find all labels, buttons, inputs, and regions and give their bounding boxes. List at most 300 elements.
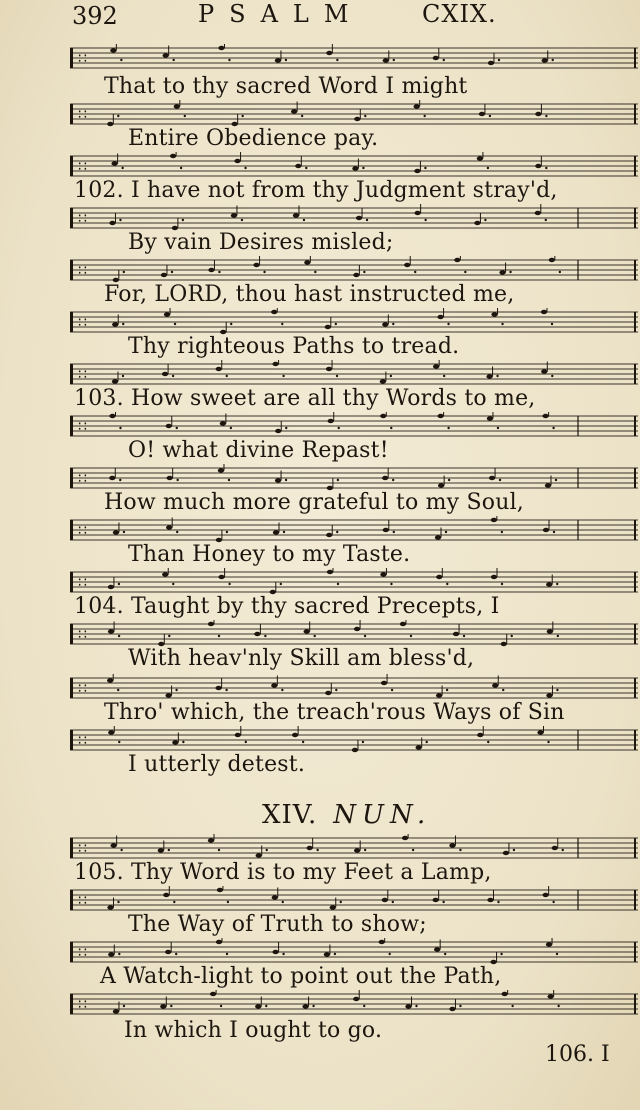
- lyric-line: With heav'nly Skill am bless'd,: [128, 646, 475, 671]
- note-dot: [553, 531, 555, 533]
- note-dot: [122, 323, 124, 325]
- note-head: [414, 169, 420, 173]
- note-dot: [551, 375, 553, 377]
- clef-icon: ∷: [78, 523, 87, 539]
- note-dot: [117, 689, 119, 691]
- barline: [70, 624, 73, 644]
- note-head: [380, 414, 386, 418]
- barline: [70, 48, 73, 68]
- note-head: [486, 374, 492, 378]
- note-head: [218, 575, 224, 579]
- note-dot: [340, 901, 342, 903]
- clef-icon: ∷: [78, 471, 87, 487]
- note-dot: [513, 849, 515, 851]
- note-head: [491, 575, 497, 579]
- note-head: [275, 429, 281, 433]
- note-head: [491, 518, 497, 522]
- note-head: [537, 730, 543, 734]
- note-dot: [555, 479, 557, 481]
- note-dot: [499, 479, 501, 481]
- note-head: [328, 419, 334, 423]
- note-head: [291, 109, 297, 113]
- note-head: [273, 530, 279, 534]
- clef-icon: ∷: [78, 841, 87, 857]
- barline: [634, 260, 636, 280]
- note-head: [302, 1004, 308, 1008]
- note-dot: [412, 849, 414, 851]
- note-head: [501, 992, 507, 996]
- note-dot: [282, 901, 284, 903]
- note-dot: [496, 375, 498, 377]
- note-head: [353, 273, 359, 277]
- barline: [70, 416, 73, 436]
- note-dot: [117, 115, 119, 117]
- note-head: [489, 476, 495, 480]
- lyric-line: Entire Obedience pay.: [128, 126, 379, 151]
- note-head: [208, 622, 214, 626]
- note-head: [380, 572, 386, 576]
- note-dot: [497, 427, 499, 429]
- note-head: [433, 56, 439, 60]
- note-head: [436, 575, 442, 579]
- clef-icon: ∷: [78, 733, 87, 749]
- note-dot: [218, 271, 220, 273]
- note-head: [161, 273, 167, 277]
- clef-icon: ∷: [78, 997, 87, 1013]
- note-head: [543, 528, 549, 532]
- note-head: [234, 159, 240, 163]
- note-dot: [314, 271, 316, 273]
- clef-icon: ∷: [78, 315, 87, 331]
- note-dot: [362, 741, 364, 743]
- note-dot: [118, 741, 120, 743]
- note-dot: [556, 583, 558, 585]
- barline: [70, 942, 73, 962]
- section-roman-numeral: XIV.: [262, 800, 318, 830]
- note-head: [487, 416, 493, 420]
- note-dot: [230, 427, 232, 429]
- note-dot: [337, 583, 339, 585]
- note-head: [436, 693, 442, 697]
- note-head: [235, 733, 241, 737]
- note-dot: [552, 59, 554, 61]
- barline: [634, 156, 636, 176]
- note-dot: [123, 531, 125, 533]
- note-dot: [170, 1005, 172, 1007]
- barline: [634, 312, 636, 332]
- note-dot: [226, 375, 228, 377]
- note-head: [108, 629, 114, 633]
- note-head: [541, 310, 547, 314]
- note-dot: [180, 167, 182, 169]
- note-dot: [448, 479, 450, 481]
- note-head: [474, 221, 480, 225]
- note-dot: [545, 219, 547, 221]
- note-dot: [282, 953, 284, 955]
- note-dot: [335, 689, 337, 691]
- note-head: [437, 315, 443, 319]
- barline: [634, 208, 636, 228]
- note-head: [382, 476, 388, 480]
- note-head: [542, 58, 548, 62]
- note-dot: [119, 427, 121, 429]
- note-head: [254, 632, 260, 636]
- note-dot: [282, 375, 284, 377]
- note-head: [416, 745, 422, 749]
- staff-notation: [70, 990, 638, 1020]
- note-head: [454, 258, 460, 262]
- note-dot: [391, 689, 393, 691]
- note-dot: [172, 59, 174, 61]
- note-dot: [552, 427, 554, 429]
- note-head: [217, 888, 223, 892]
- note-head: [354, 627, 360, 631]
- note-dot: [118, 953, 120, 955]
- barline: [70, 156, 73, 176]
- lyric-line: For, LORD, thou hast instructed me,: [104, 282, 515, 307]
- note-dot: [511, 1005, 513, 1007]
- note-head: [381, 681, 387, 685]
- note-dot: [241, 115, 243, 117]
- note-dot: [118, 583, 120, 585]
- note-head: [535, 112, 541, 116]
- note-head: [380, 379, 386, 383]
- lyric-line: Thro' which, the treach'rous Ways of Sin: [104, 700, 565, 725]
- lyric-line: O! what divine Repast!: [128, 438, 389, 463]
- note-head: [413, 104, 419, 108]
- note-dot: [182, 741, 184, 743]
- barline: [70, 994, 73, 1014]
- barline: [634, 730, 636, 750]
- note-dot: [281, 323, 283, 325]
- note-head: [271, 310, 277, 314]
- staff-notation: [70, 44, 638, 74]
- note-head: [552, 846, 558, 850]
- note-head: [107, 122, 113, 126]
- note-dot: [281, 689, 283, 691]
- note-head: [437, 414, 443, 418]
- barline: [634, 942, 636, 962]
- note-head: [113, 1009, 119, 1013]
- barline: [634, 838, 636, 858]
- note-head: [326, 367, 332, 371]
- note-dot: [502, 689, 504, 691]
- note-head: [382, 322, 388, 326]
- note-head: [326, 533, 332, 537]
- note-head: [165, 693, 171, 697]
- lyric-line: 102. I have not from thy Judgment stray'd,: [74, 178, 558, 203]
- note-head: [172, 740, 178, 744]
- note-head: [327, 570, 333, 574]
- clef-icon: ∷: [78, 893, 87, 909]
- note-dot: [362, 167, 364, 169]
- note-head: [111, 161, 117, 165]
- note-head: [110, 48, 116, 52]
- note-dot: [424, 219, 426, 221]
- clef-icon: ∷: [78, 419, 87, 435]
- note-dot: [336, 59, 338, 61]
- note-dot: [225, 689, 227, 691]
- note-head: [113, 530, 119, 534]
- note-dot: [363, 1005, 365, 1007]
- note-dot: [443, 375, 445, 377]
- note-dot: [393, 531, 395, 533]
- note-head: [112, 322, 118, 326]
- note-head: [383, 58, 389, 62]
- note-head: [231, 213, 237, 217]
- note-dot: [390, 427, 392, 429]
- note-dot: [228, 583, 230, 585]
- barline: [634, 48, 636, 68]
- clef-icon: ∷: [78, 945, 87, 961]
- barline: [70, 364, 73, 384]
- note-dot: [264, 635, 266, 637]
- note-dot: [364, 849, 366, 851]
- note-dot: [447, 427, 449, 429]
- note-dot: [244, 167, 246, 169]
- note-dot: [227, 901, 229, 903]
- note-dot: [182, 219, 184, 221]
- note-head: [165, 950, 171, 954]
- note-dot: [283, 531, 285, 533]
- note-head: [295, 164, 301, 168]
- note-dot: [552, 901, 554, 903]
- clef-icon: ∷: [78, 367, 87, 383]
- note-head: [158, 848, 164, 852]
- note-head: [404, 263, 410, 267]
- lyric-line: Thy righteous Paths to tread.: [128, 334, 460, 359]
- note-dot: [390, 583, 392, 585]
- note-dot: [364, 115, 366, 117]
- note-head: [542, 893, 548, 897]
- note-dot: [489, 115, 491, 117]
- note-head: [438, 483, 444, 487]
- note-dot: [442, 901, 444, 903]
- note-dot: [487, 741, 489, 743]
- note-head: [352, 166, 358, 170]
- note-dot: [118, 635, 120, 637]
- note-head: [162, 372, 168, 376]
- note-dot: [424, 167, 426, 169]
- note-head: [535, 211, 541, 215]
- lyric-line: I utterly detest.: [128, 752, 306, 777]
- note-dot: [123, 271, 125, 273]
- note-head: [218, 468, 224, 472]
- note-dot: [117, 901, 119, 903]
- barline: [634, 104, 636, 124]
- note-dot: [557, 1005, 559, 1007]
- note-dot: [303, 219, 305, 221]
- note-head: [547, 629, 553, 633]
- note-dot: [545, 115, 547, 117]
- note-head: [479, 112, 485, 116]
- note-head: [163, 893, 169, 897]
- note-dot: [280, 583, 282, 585]
- note-head: [272, 895, 278, 899]
- note-dot: [285, 479, 287, 481]
- running-title: PSALM: [198, 0, 364, 28]
- music-staff: [70, 44, 638, 74]
- note-dot: [175, 953, 177, 955]
- note-head: [535, 164, 541, 168]
- note-head: [379, 940, 385, 944]
- note-dot: [220, 1005, 222, 1007]
- note-head: [166, 476, 172, 480]
- note-head: [499, 270, 505, 274]
- note-head: [546, 942, 552, 946]
- clef-icon: ∷: [78, 263, 87, 279]
- note-dot: [511, 635, 513, 637]
- note-head: [383, 528, 389, 532]
- note-dot: [228, 479, 230, 481]
- note-dot: [487, 167, 489, 169]
- note-dot: [446, 689, 448, 691]
- barline: [634, 994, 636, 1014]
- note-head: [503, 851, 509, 855]
- barline: [70, 890, 73, 910]
- lyric-line: Than Honey to my Taste.: [128, 542, 411, 567]
- note-head: [174, 104, 180, 108]
- note-head: [324, 952, 330, 956]
- note-head: [545, 483, 551, 487]
- note-dot: [443, 59, 445, 61]
- note-dot: [228, 59, 230, 61]
- note-head: [487, 898, 493, 902]
- lyric-line: 104. Taught by thy sacred Precepts, I: [74, 594, 500, 619]
- note-head: [492, 683, 498, 687]
- note-dot: [389, 953, 391, 955]
- note-head: [108, 952, 114, 956]
- note-dot: [392, 323, 394, 325]
- barline: [70, 678, 73, 698]
- note-dot: [547, 741, 549, 743]
- note-head: [164, 312, 170, 316]
- note-dot: [314, 635, 316, 637]
- note-head: [293, 213, 299, 217]
- note-head: [255, 1004, 261, 1008]
- barline: [634, 364, 636, 384]
- note-dot: [463, 635, 465, 637]
- clef-icon: ∷: [78, 681, 87, 697]
- note-dot: [218, 635, 220, 637]
- note-dot: [392, 479, 394, 481]
- note-head: [414, 211, 420, 215]
- note-head: [275, 58, 281, 62]
- note-head: [275, 478, 281, 482]
- note-dot: [168, 849, 170, 851]
- note-head: [491, 312, 497, 316]
- music-staff: [70, 990, 638, 1020]
- note-dot: [497, 901, 499, 903]
- note-head: [402, 836, 408, 840]
- note-dot: [338, 427, 340, 429]
- note-dot: [447, 323, 449, 325]
- note-dot: [459, 849, 461, 851]
- note-dot: [446, 583, 448, 585]
- note-dot: [414, 271, 416, 273]
- note-head: [272, 950, 278, 954]
- note-dot: [119, 219, 121, 221]
- note-head: [549, 258, 555, 262]
- barline: [70, 838, 73, 858]
- note-dot: [501, 531, 503, 533]
- note-dot: [120, 849, 122, 851]
- note-dot: [562, 849, 564, 851]
- note-dot: [392, 901, 394, 903]
- note-head: [256, 853, 262, 857]
- note-dot: [285, 59, 287, 61]
- clef-icon: ∷: [78, 51, 87, 67]
- note-head: [547, 994, 553, 998]
- note-head: [304, 629, 310, 633]
- note-dot: [500, 953, 502, 955]
- note-head: [434, 947, 440, 951]
- note-head: [108, 585, 114, 589]
- note-dot: [509, 271, 511, 273]
- note-dot: [410, 635, 412, 637]
- barline: [70, 260, 73, 280]
- note-dot: [393, 59, 395, 61]
- note-dot: [498, 59, 500, 61]
- note-dot: [122, 375, 124, 377]
- note-dot: [176, 479, 178, 481]
- note-head: [215, 686, 221, 690]
- note-head: [432, 898, 438, 902]
- lyric-line: 103. How sweet are all thy Words to me,: [74, 386, 536, 411]
- note-dot: [120, 59, 122, 61]
- note-dot: [335, 323, 337, 325]
- note-head: [218, 46, 224, 50]
- note-dot: [119, 479, 121, 481]
- note-head: [162, 53, 168, 57]
- note-dot: [312, 1005, 314, 1007]
- note-dot: [226, 953, 228, 955]
- note-head: [488, 61, 494, 65]
- note-dot: [363, 271, 365, 273]
- note-head: [542, 414, 548, 418]
- note-head: [541, 369, 547, 373]
- barline: [634, 416, 636, 436]
- note-head: [453, 632, 459, 636]
- barline: [70, 572, 73, 592]
- barline: [634, 624, 636, 644]
- note-head: [356, 216, 362, 220]
- barline: [634, 890, 636, 910]
- lyric-line: A Watch-light to point out the Path,: [100, 964, 502, 989]
- note-head: [272, 362, 278, 366]
- lyric-line: 105. Thy Word is to my Feet a Lamp,: [74, 860, 492, 885]
- psalm-number: CXIX.: [422, 0, 497, 28]
- note-dot: [334, 953, 336, 955]
- note-head: [449, 1007, 455, 1011]
- note-head: [325, 691, 331, 695]
- note-head: [253, 263, 259, 267]
- note-dot: [423, 115, 425, 117]
- note-dot: [263, 271, 265, 273]
- note-dot: [336, 375, 338, 377]
- note-head: [109, 221, 115, 225]
- note-head: [170, 154, 176, 158]
- note-dot: [464, 271, 466, 273]
- note-head: [108, 730, 114, 734]
- note-dot: [184, 115, 186, 117]
- note-dot: [174, 323, 176, 325]
- note-dot: [459, 1005, 461, 1007]
- note-head: [216, 367, 222, 371]
- note-head: [109, 414, 115, 418]
- note-dot: [241, 219, 243, 221]
- barline: [70, 468, 73, 488]
